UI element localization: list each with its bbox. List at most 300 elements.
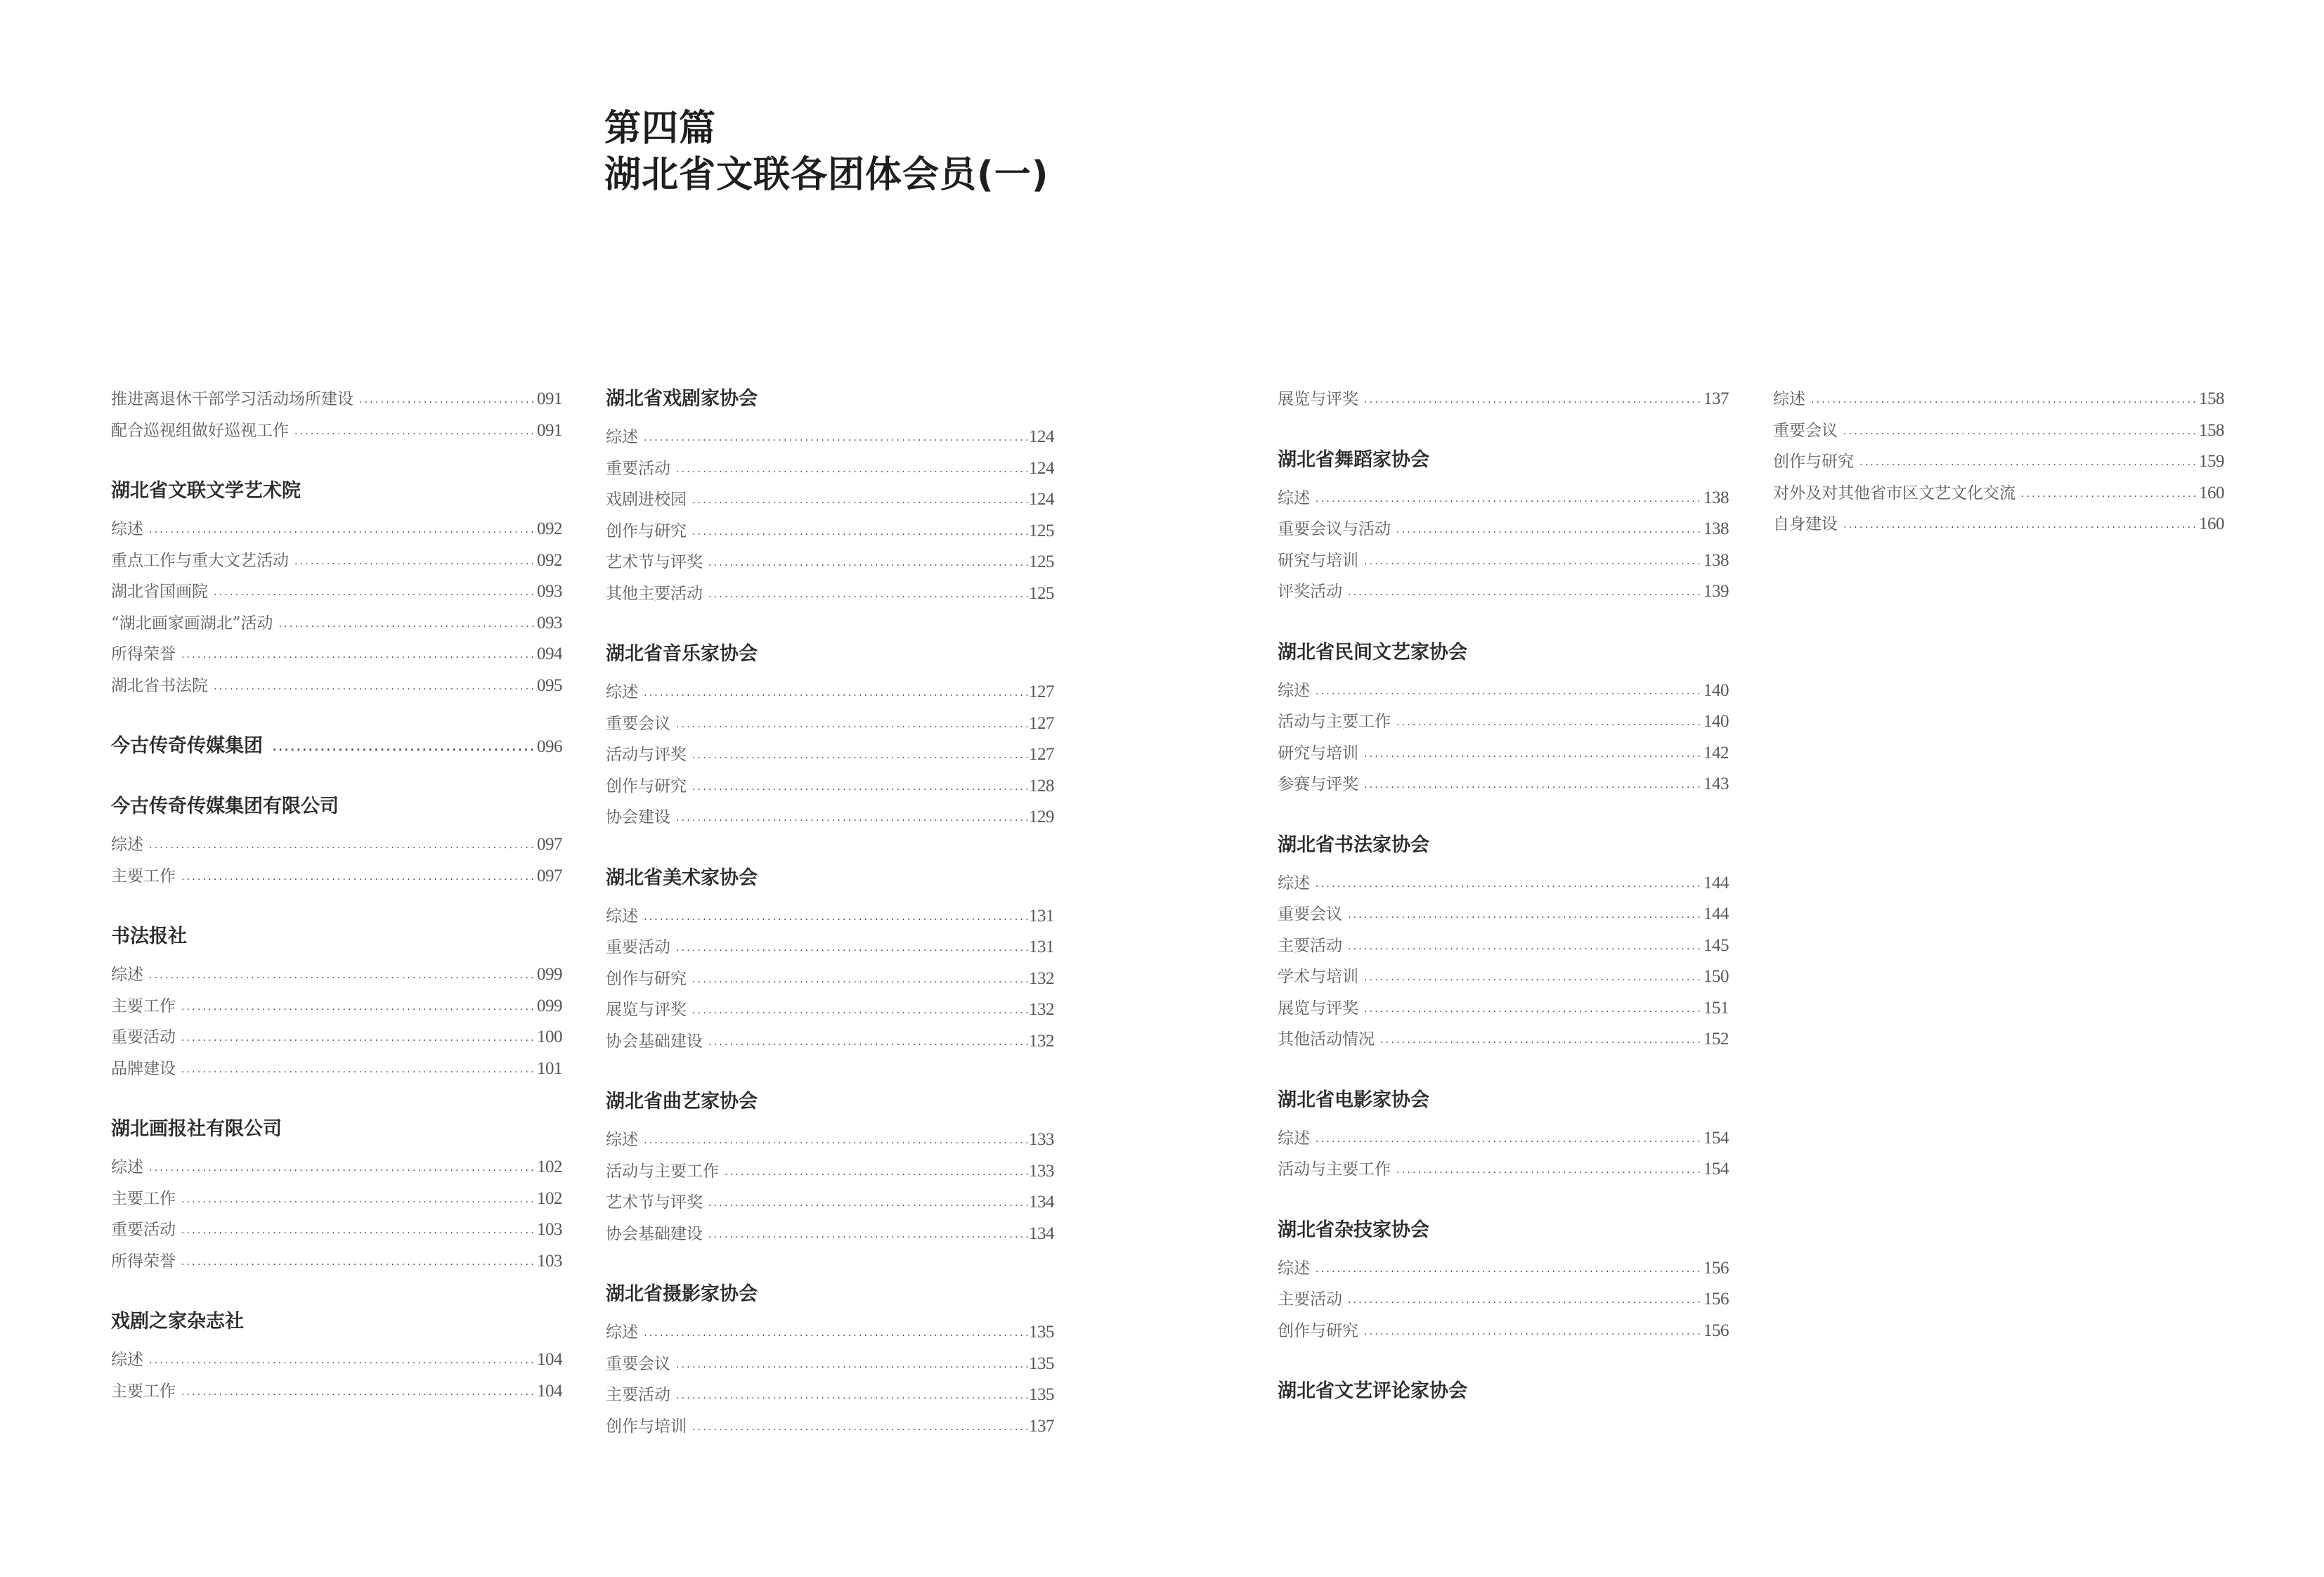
toc-entry[interactable] (606, 1411, 1054, 1443)
toc-entry[interactable] (606, 1317, 1054, 1349)
page-number: 096 (537, 737, 562, 756)
page-number: 093 (537, 582, 562, 601)
page-number: 100 (537, 1027, 562, 1046)
page-number: 103 (537, 1251, 562, 1271)
dot-leader (181, 1377, 537, 1408)
section-spacer (1278, 1346, 1729, 1376)
toc-entry[interactable] (1278, 930, 1729, 962)
toc-entry[interactable] (606, 708, 1054, 740)
page-number: 154 (1703, 1128, 1729, 1148)
dot-leader (644, 902, 1029, 933)
dot-leader (644, 1125, 1029, 1157)
page-number: 092 (537, 550, 562, 570)
dot-leader (692, 485, 1029, 517)
page-number: 091 (537, 420, 562, 440)
section-spacer (111, 1084, 562, 1114)
toc-section (1278, 1215, 1729, 1347)
section-heading (111, 1306, 562, 1337)
toc-section (1278, 830, 1729, 1056)
section-heading (111, 791, 562, 822)
toc-section (1278, 1085, 1729, 1186)
part-number: 第四篇 (604, 108, 717, 150)
page-number: 143 (1703, 774, 1729, 793)
toc-section (1278, 1376, 1729, 1407)
dot-leader (1348, 1285, 1703, 1316)
toc-entry[interactable] (1278, 961, 1729, 993)
dot-leader (725, 1157, 1029, 1188)
page-number: 144 (1703, 873, 1729, 893)
section-heading (1278, 637, 1729, 668)
toc-section (1773, 384, 2224, 540)
section-heading[interactable] (111, 731, 562, 762)
page-number: 142 (1703, 743, 1729, 762)
dot-leader (692, 517, 1029, 548)
page-number: 151 (1703, 998, 1729, 1018)
dot-leader (644, 1318, 1029, 1349)
section-spacer (1278, 800, 1729, 830)
page-number: 124 (1029, 427, 1054, 446)
page-number: 097 (537, 866, 562, 885)
entry-label: 展览与评奖 (1278, 999, 1358, 1018)
page-number: 132 (1029, 968, 1054, 988)
section-spacer (1278, 415, 1729, 445)
page-number: 150 (1703, 967, 1729, 986)
dot-leader (1843, 510, 2199, 541)
entry-label: 对外及对其他省市区文艺文化交流 (1773, 484, 2015, 502)
page-number: 127 (1029, 745, 1054, 764)
section-spacer (606, 833, 1054, 863)
page-number: 125 (1029, 552, 1054, 571)
section-heading (111, 921, 562, 952)
section-heading (1278, 1085, 1729, 1116)
entry-label: 创作与研究 (606, 777, 687, 796)
toc-entry[interactable] (111, 1214, 562, 1246)
page-number: 099 (537, 965, 562, 984)
toc-entry[interactable] (1278, 576, 1729, 608)
section-heading-label: 湖北省摄影家协会 (606, 1283, 758, 1305)
toc-section (111, 731, 562, 762)
dot-leader (1316, 1254, 1703, 1285)
page-number: 138 (1703, 519, 1729, 538)
section-heading-label: 湖北省民间文艺家协会 (1278, 641, 1467, 663)
page-number: 134 (1029, 1224, 1054, 1243)
dot-leader (1364, 384, 1703, 416)
toc-entry[interactable] (111, 1246, 562, 1278)
dot-leader (1364, 1316, 1703, 1348)
toc-entry[interactable] (1278, 545, 1729, 577)
entry-label: 活动与主要工作 (1278, 713, 1391, 731)
toc-section (1278, 445, 1729, 608)
page-number: 103 (537, 1220, 562, 1239)
entry-label: 活动与主要工作 (1278, 1160, 1391, 1179)
dot-leader (359, 384, 537, 416)
section-heading (1278, 1215, 1729, 1246)
page-number: 137 (1703, 389, 1729, 408)
section-spacer (1278, 608, 1729, 637)
entry-label: 主要工作 (111, 1382, 176, 1401)
toc-section (1278, 384, 1729, 415)
toc-entry[interactable] (606, 547, 1054, 578)
toc-entry[interactable] (606, 1124, 1054, 1156)
section-heading (606, 639, 1054, 670)
dot-leader (676, 709, 1029, 741)
entry-label: 所得荣誉 (111, 1252, 176, 1271)
entry-label: 综述 (606, 428, 638, 446)
dot-leader (708, 579, 1029, 611)
entry-label: 协会基础建设 (606, 1032, 703, 1051)
entry-label: 综述 (1278, 1129, 1310, 1148)
page-number: 145 (1703, 935, 1729, 955)
dot-leader (692, 995, 1029, 1027)
page-number: 156 (1703, 1320, 1729, 1340)
page-number: 156 (1703, 1290, 1729, 1309)
dot-leader (676, 454, 1029, 486)
dot-leader (676, 803, 1029, 834)
entry-label: 重要活动 (606, 938, 670, 956)
toc-section (606, 1086, 1054, 1250)
page-number: 131 (1029, 937, 1054, 956)
section-spacer (111, 892, 562, 921)
toc-entry[interactable] (606, 578, 1054, 610)
dot-leader (1811, 384, 2199, 416)
dot-leader (708, 547, 1029, 579)
toc-entry[interactable] (111, 639, 562, 670)
entry-label: 主要工作 (111, 867, 176, 885)
toc-entry[interactable] (111, 1152, 562, 1183)
entry-label: 主要活动 (1278, 936, 1342, 955)
toc-entry[interactable] (111, 608, 562, 640)
page-number: 135 (1029, 1354, 1054, 1373)
entry-label: 展览与评奖 (606, 1001, 687, 1019)
toc-entry[interactable] (1278, 1284, 1729, 1316)
dot-leader (149, 514, 537, 546)
dot-leader (708, 1027, 1029, 1058)
page-number: 091 (537, 389, 562, 408)
entry-label: 参赛与评奖 (1278, 775, 1358, 793)
entry-label: 综述 (111, 1158, 143, 1176)
section-heading-label: 戏剧之家杂志社 (111, 1311, 244, 1332)
page-number: 102 (537, 1188, 562, 1208)
page-number: 101 (537, 1058, 562, 1078)
dot-leader (692, 964, 1029, 996)
dot-leader (279, 609, 537, 640)
toc-entry[interactable] (1278, 993, 1729, 1025)
page-number: 144 (1703, 904, 1729, 923)
toc-entry[interactable] (111, 1344, 562, 1376)
toc-entry[interactable] (606, 994, 1054, 1026)
dot-leader (181, 1215, 537, 1247)
dot-leader (1364, 994, 1703, 1025)
toc-entry[interactable] (606, 1187, 1054, 1219)
entry-label: 创作与研究 (606, 521, 687, 540)
entry-label: 自身建设 (1773, 515, 1838, 533)
dot-leader (1396, 707, 1703, 739)
page-number: 159 (2199, 452, 2224, 471)
toc-entry[interactable] (111, 670, 562, 702)
section-heading-label: 今古传奇传媒集团有限公司 (111, 796, 339, 817)
section-heading (606, 1279, 1054, 1310)
section-spacer (606, 609, 1054, 639)
page-number: 127 (1029, 713, 1054, 733)
toc-entry[interactable] (1278, 1024, 1729, 1056)
dot-leader (149, 830, 537, 862)
dot-leader (1364, 770, 1703, 801)
toc-section (606, 1279, 1054, 1442)
toc-entry[interactable] (1278, 384, 1729, 415)
page-number: 138 (1703, 488, 1729, 507)
toc-entry[interactable] (111, 1022, 562, 1053)
entry-label: 创作与研究 (1773, 453, 1854, 471)
toc-column-2 (606, 384, 1054, 1442)
section-heading-label: 湖北省音乐家协会 (606, 643, 758, 665)
toc-entry[interactable] (1773, 415, 2224, 447)
section-heading-label: 湖北省曲艺家协会 (606, 1091, 758, 1112)
page-number: 133 (1029, 1130, 1054, 1149)
dot-leader (692, 772, 1029, 803)
toc-entry[interactable] (111, 861, 562, 893)
entry-label: 重要活动 (111, 1221, 176, 1239)
section-spacer (606, 1057, 1054, 1086)
toc-entry[interactable] (1773, 384, 2224, 415)
entry-label: 艺术节与评奖 (606, 1193, 703, 1212)
toc-entry[interactable] (606, 677, 1054, 708)
entry-label: 重要会议 (606, 714, 670, 733)
page-number: 131 (1029, 906, 1054, 926)
toc-entry[interactable] (111, 1183, 562, 1215)
toc-section (606, 384, 1054, 609)
toc-entry[interactable] (606, 1026, 1054, 1058)
section-heading-label: 湖北省美术家协会 (606, 867, 758, 889)
entry-label: 重要会议与活动 (1278, 520, 1391, 538)
entry-label: 其他活动情况 (1278, 1030, 1375, 1049)
entry-label: 重要活动 (606, 459, 670, 478)
dot-leader (1348, 931, 1703, 963)
entry-label: 推进离退休干部学习活动场所建设 (111, 390, 353, 408)
toc-section (606, 863, 1054, 1058)
entry-label: 综述 (1773, 390, 1805, 408)
toc-entry[interactable] (1278, 1253, 1729, 1285)
entry-label: 创作与培训 (606, 1417, 687, 1436)
page-number: 138 (1703, 550, 1729, 570)
toc-entry[interactable] (1278, 769, 1729, 800)
toc-entry[interactable] (606, 484, 1054, 516)
toc-entry[interactable] (606, 771, 1054, 803)
toc-entry[interactable] (606, 739, 1054, 771)
page-number: 135 (1029, 1385, 1054, 1404)
page-number: 099 (537, 996, 562, 1015)
entry-label: 重要活动 (111, 1028, 176, 1046)
page-number: 156 (1703, 1258, 1729, 1278)
toc-entry[interactable] (111, 545, 562, 577)
page-number: 125 (1029, 583, 1054, 603)
toc-entry[interactable] (1278, 1123, 1729, 1155)
toc-entry[interactable] (1773, 509, 2224, 540)
page-number: 137 (1029, 1416, 1054, 1436)
entry-label: 主要活动 (606, 1386, 670, 1404)
page-number: 104 (537, 1350, 562, 1369)
toc-entry[interactable] (606, 422, 1054, 453)
page-number: 152 (1703, 1030, 1729, 1049)
dot-leader (294, 416, 537, 448)
toc-entry[interactable] (606, 932, 1054, 963)
dot-leader (181, 1054, 537, 1086)
page-number: 095 (537, 675, 562, 695)
toc-section (111, 791, 562, 892)
toc-entry[interactable] (606, 453, 1054, 485)
toc-entry[interactable] (606, 802, 1054, 833)
page-number: 132 (1029, 1000, 1054, 1019)
entry-label: 综述 (111, 836, 143, 854)
toc-entry[interactable] (1278, 1154, 1729, 1186)
section-spacer (606, 1250, 1054, 1279)
dot-leader (181, 640, 537, 671)
toc-entry[interactable] (606, 1380, 1054, 1411)
page-number: 140 (1703, 712, 1729, 731)
page-number: 097 (537, 835, 562, 854)
toc-entry[interactable] (111, 514, 562, 545)
toc-entry[interactable] (1278, 1316, 1729, 1347)
entry-label: 艺术节与评奖 (606, 553, 703, 571)
entry-label: 研究与培训 (1278, 551, 1358, 570)
entry-label: 湖北省书法院 (111, 676, 208, 695)
entry-label: 综述 (606, 1131, 638, 1149)
dot-leader (708, 1188, 1029, 1219)
toc-entry[interactable] (1278, 868, 1729, 900)
dot-leader (1364, 739, 1703, 770)
toc-entry[interactable] (606, 963, 1054, 995)
toc-entry[interactable] (1278, 706, 1729, 738)
toc-entry[interactable] (111, 415, 562, 447)
dot-leader (1380, 1025, 1703, 1056)
page-number: 139 (1703, 582, 1729, 601)
page-number: 093 (537, 613, 562, 632)
page-number: 132 (1029, 1031, 1054, 1051)
entry-label: 综述 (1278, 874, 1310, 893)
section-heading (1278, 445, 1729, 476)
toc-entry[interactable] (111, 576, 562, 608)
page-number: 140 (1703, 680, 1729, 700)
dot-leader (676, 933, 1029, 964)
entry-label: 重点工作与重大文艺活动 (111, 551, 289, 570)
dot-leader (676, 1349, 1029, 1381)
entry-label: 戏剧进校园 (606, 491, 687, 509)
dot-leader (1316, 1124, 1703, 1155)
dot-leader (708, 1219, 1029, 1251)
toc-entry[interactable] (606, 901, 1054, 933)
entry-label: 配合巡视组做好巡视工作 (111, 421, 289, 440)
dot-leader (676, 1380, 1029, 1412)
entry-label: 评奖活动 (1278, 583, 1342, 601)
entry-label: 学术与培训 (1278, 968, 1358, 986)
section-heading (1278, 1376, 1729, 1407)
toc-entry[interactable] (1278, 675, 1729, 707)
toc-section (606, 639, 1054, 833)
dot-leader (1316, 869, 1703, 900)
dot-leader (149, 1153, 537, 1184)
dot-leader (181, 1023, 537, 1054)
entry-label: 主要工作 (111, 997, 176, 1015)
entry-label: 创作与研究 (1278, 1321, 1358, 1340)
toc-section (111, 476, 562, 701)
page-number: 102 (537, 1157, 562, 1176)
entry-label: 综述 (111, 1351, 143, 1369)
entry-label: 主要活动 (1278, 1290, 1342, 1309)
entry-label: 重要会议 (606, 1354, 670, 1373)
entry-label: 创作与研究 (606, 969, 687, 988)
section-spacer (111, 1277, 562, 1306)
dot-leader (1348, 900, 1703, 931)
toc-entry[interactable] (606, 516, 1054, 547)
page-number: 092 (537, 519, 562, 538)
entry-label: 综述 (606, 1323, 638, 1342)
page-number: 135 (1029, 1323, 1054, 1342)
entry-label: 综述 (1278, 681, 1310, 700)
page-number: 104 (537, 1381, 562, 1401)
section-spacer (111, 701, 562, 731)
page-number: 125 (1029, 521, 1054, 540)
toc-entry[interactable] (111, 1053, 562, 1085)
toc-entry[interactable] (606, 1349, 1054, 1380)
dot-leader (2021, 479, 2199, 510)
toc-entry[interactable] (111, 1376, 562, 1408)
entry-label: 综述 (111, 966, 143, 984)
toc-entry[interactable] (111, 384, 562, 415)
page-number: 094 (537, 644, 562, 663)
toc-entry[interactable] (111, 829, 562, 861)
dot-leader (294, 546, 537, 578)
page-number: 129 (1029, 807, 1054, 826)
toc-entry[interactable] (1278, 514, 1729, 545)
toc-entry[interactable] (1773, 478, 2224, 510)
toc-entry[interactable] (111, 991, 562, 1023)
toc-section (111, 1306, 562, 1407)
dot-leader (273, 732, 537, 763)
toc-section (111, 1114, 562, 1277)
toc-column-1 (111, 384, 562, 1407)
toc-section (111, 921, 562, 1084)
toc-entry[interactable] (1278, 738, 1729, 770)
page-number: 128 (1029, 776, 1054, 796)
entry-label: 其他主要活动 (606, 584, 703, 603)
section-heading (606, 1086, 1054, 1117)
section-heading-label: 湖北省杂技家协会 (1278, 1219, 1429, 1241)
dot-leader (181, 862, 537, 893)
entry-label: 湖北省国画院 (111, 583, 208, 601)
section-spacer (111, 446, 562, 476)
entry-label: 协会建设 (606, 808, 670, 826)
section-heading (606, 863, 1054, 894)
toc-column-4 (1773, 384, 2224, 540)
toc-entry[interactable] (606, 1156, 1054, 1188)
dot-leader (214, 577, 537, 609)
toc-entry[interactable] (606, 1219, 1054, 1250)
dot-leader (1859, 447, 2199, 479)
toc-entry[interactable] (111, 959, 562, 991)
section-heading-label: 书法报社 (111, 926, 187, 947)
toc-entry[interactable] (1278, 483, 1729, 514)
toc-section (111, 384, 562, 446)
toc-entry[interactable] (1773, 446, 2224, 478)
page-number: 124 (1029, 458, 1054, 478)
section-spacer (111, 762, 562, 791)
entry-label: 综述 (606, 683, 638, 701)
section-heading-label: 湖北省舞蹈家协会 (1278, 448, 1429, 471)
dot-leader (1396, 1155, 1703, 1186)
section-heading (606, 384, 1054, 415)
toc-entry[interactable] (1278, 899, 1729, 930)
dot-leader (1364, 962, 1703, 994)
toc-column-3 (1278, 384, 1729, 1414)
